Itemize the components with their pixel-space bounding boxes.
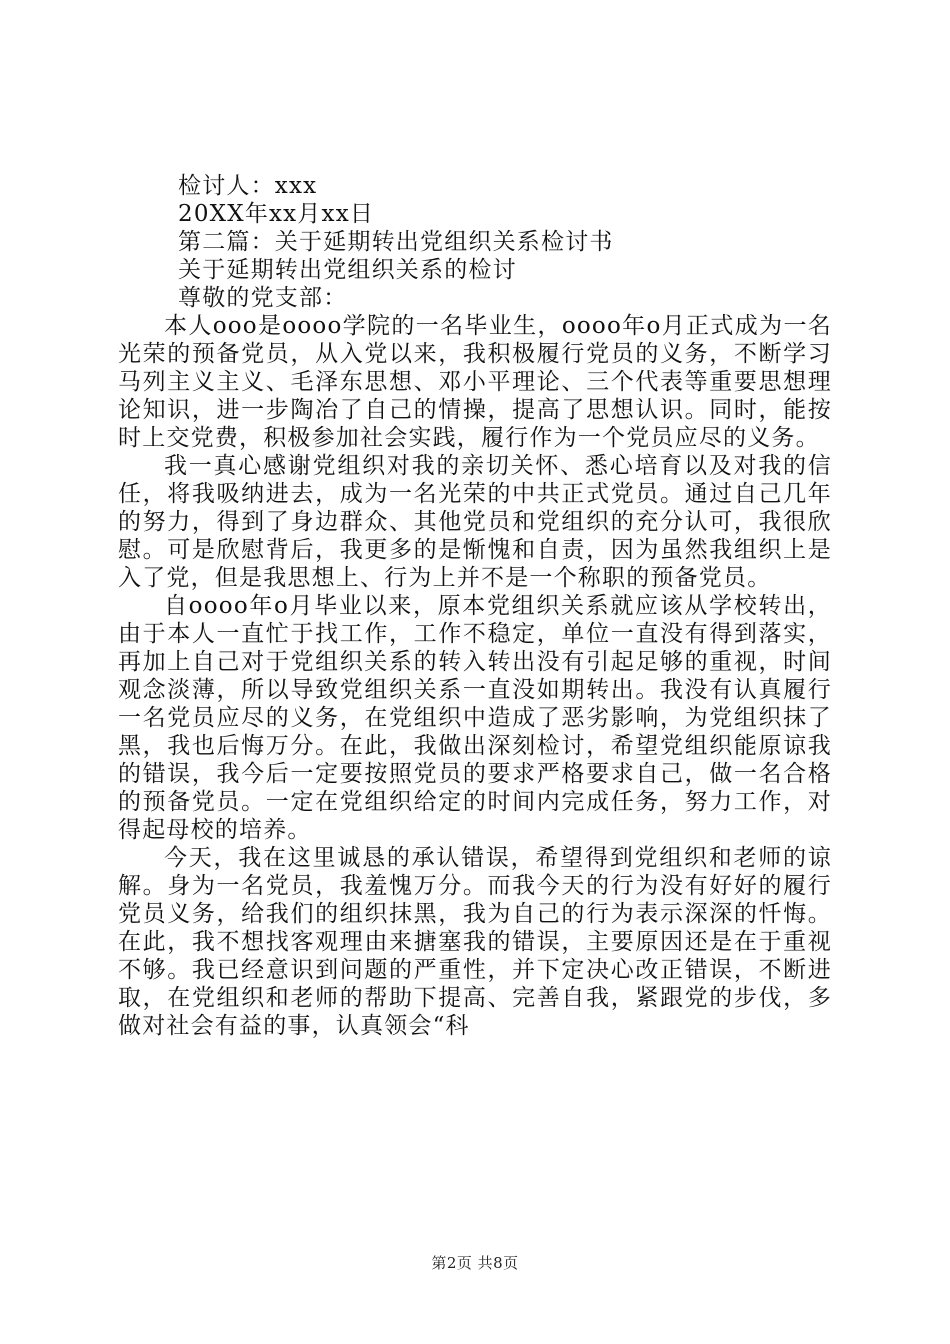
paragraph-2: 我一真心感谢党组织对我的亲切关怀、悉心培育以及对我的信任，将我吸纳进去，成为一名光荣的中共正式党员。通过自己几年的努力，得到了身边群众、其他党员和党组织的充分认可，我很欣慰。可是欣慰背后，我更多的是惭愧和自责，因为虽然我组织上是入了党，但是我思想上、行为上并不是一个称职的预备党员。 [118, 453, 832, 591]
page-footer: 第2页 共8页 [431, 1254, 519, 1272]
document-title: 关于延期转出党组织关系的检讨 [178, 257, 517, 283]
document-body [118, 172, 832, 1040]
salutation: 尊敬的党支部： [178, 285, 348, 311]
chapter-heading: 第二篇：关于延期转出党组织关系检讨书 [178, 229, 614, 255]
paragraph-3: 自oooo年o月毕业以来，原本党组织关系就应该从学校转出，由于本人一直忙于找工作，工作不稳定，单位一直没有得到落实，再加上自己对于党组织关系的转入转出没有引起足够的重视，时间观念淡薄，所以导致党组织关系一直没如期转出。我没有认真履行一名党员应尽的义务，在党组织中造成了恶劣影响，为党组织抹了黑，我也后悔万分。在此，我做出深刻检讨，希望党组织能原谅我的错误，我今后一定要按照党员的要求严格要求自己，做一名合格的预备党员。一定在党组织给定的时间内完成任务，努力工作，对得起母校的培养。 [118, 593, 832, 843]
date-line: 20XX年xx月xx日 [178, 201, 375, 227]
paragraph-4: 今天，我在这里诚恳的承认错误，希望得到党组织和老师的谅解。身为一名党员，我羞愧万分。而我今天的行为没有好好的履行党员义务，给我们的组织抹黑，我为自己的行为表示深深的忏悔。在此，我不想找客观理由来搪塞我的错误，主要原因还是在于重视不够。我已经意识到问题的严重性，并下定决心改正错误，不断进取，在党组织和老师的帮助下提高、完善自我，紧跟党的步伐，多做对社会有益的事，认真领会“科 [118, 845, 832, 1039]
paragraph-1: 本人ooo是oooo学院的一名毕业生，oooo年o月正式成为一名光荣的预备党员，从入党以来，我积极履行党员的义务，不断学习马列主义主义、毛泽东思想、邓小平理论、三个代表等重要思想理论知识，进一步陶冶了自己的情操，提高了思想认识。同时，能按时上交党费，积极参加社会实践，履行作为一个党员应尽的义务。 [118, 313, 832, 451]
reviewer-line: 检讨人：xxx [178, 173, 318, 199]
